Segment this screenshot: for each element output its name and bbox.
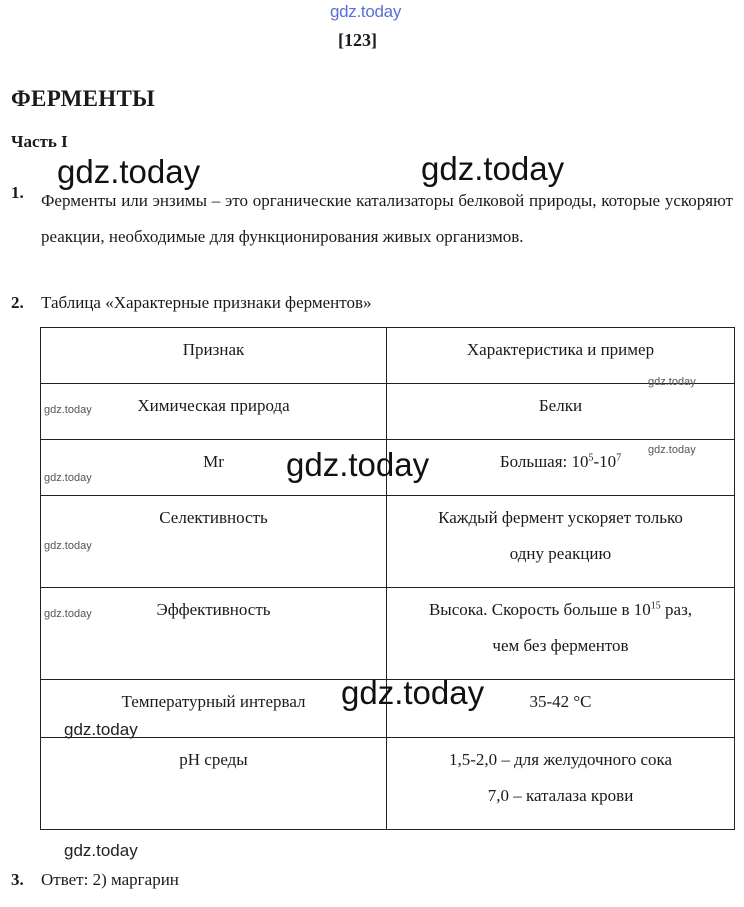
watermark: gdz.today: [57, 153, 201, 190]
table-cell-feature: Селективность: [41, 496, 387, 588]
features-table: [40, 327, 735, 830]
table-cell-feature: рН среды: [41, 738, 387, 830]
value-line: Каждый фермент ускоряет только: [438, 508, 683, 527]
header-watermark: gdz.today: [330, 2, 402, 21]
table-row: [41, 384, 735, 440]
table-cell-value: [387, 738, 735, 830]
watermark: gdz.today: [44, 540, 92, 552]
value-text: Большая: 10: [499, 452, 589, 471]
item-1-text: Ферменты или энзимы – это органические катализаторы белковой природы, которые ускоряют реакции, необходимые для функционирования живых организмов.: [41, 191, 733, 246]
exponent: 15: [650, 600, 661, 612]
item-3-text: Ответ: 2) маргарин: [41, 870, 179, 889]
item-3-number: 3.: [11, 870, 24, 889]
exponent: 5: [588, 452, 594, 464]
watermark: gdz.today: [64, 841, 138, 860]
value-line: 1,5-2,0 – для желудочного сока: [448, 750, 673, 769]
watermark: gdz.today: [648, 444, 696, 456]
value-line: 7,0 – каталаза крови: [487, 786, 634, 805]
watermark: gdz.today: [341, 674, 485, 711]
table-cell-feature: Эффективность: [41, 588, 387, 680]
value-text: Высока. Скорость больше в 10: [428, 600, 651, 619]
table-cell-value: Белки: [387, 384, 735, 440]
watermark: gdz.today: [44, 608, 92, 620]
table-cell-value: 35-42 °С: [387, 680, 735, 738]
table-header-row: [41, 328, 735, 384]
watermark: gdz.today: [421, 150, 565, 187]
table-cell-value: [387, 496, 735, 588]
table-cell-feature: Температурный интервал: [41, 680, 387, 738]
page-number: [123]: [338, 30, 377, 50]
page-title: ФЕРМЕНТЫ: [11, 86, 155, 111]
value-line: одну реакцию: [509, 544, 612, 563]
table-header-value: Характеристика и пример: [387, 328, 735, 384]
table-row: [41, 588, 735, 680]
watermark: gdz.today: [286, 446, 430, 483]
item-2-text: Таблица «Характерные признаки ферментов»: [41, 293, 372, 312]
table-row: [41, 496, 735, 588]
watermark: gdz.today: [64, 720, 138, 739]
part-heading: Часть I: [11, 132, 68, 151]
value-text: -10: [593, 452, 617, 471]
value-line: чем без ферментов: [492, 636, 629, 655]
table-cell-feature: Mr: [41, 440, 387, 496]
exponent: 7: [616, 452, 622, 464]
watermark: gdz.today: [44, 404, 92, 416]
value-text: раз,: [660, 600, 693, 619]
table-header-feature: Признак: [41, 328, 387, 384]
watermark: gdz.today: [648, 376, 696, 388]
table-cell-feature: Химическая природа: [41, 384, 387, 440]
table-row: [41, 738, 735, 830]
item-1-number: 1.: [11, 183, 24, 202]
item-2-number: 2.: [11, 293, 24, 312]
watermark: gdz.today: [44, 472, 92, 484]
table-cell-value: [387, 588, 735, 680]
value-line: [393, 592, 728, 628]
